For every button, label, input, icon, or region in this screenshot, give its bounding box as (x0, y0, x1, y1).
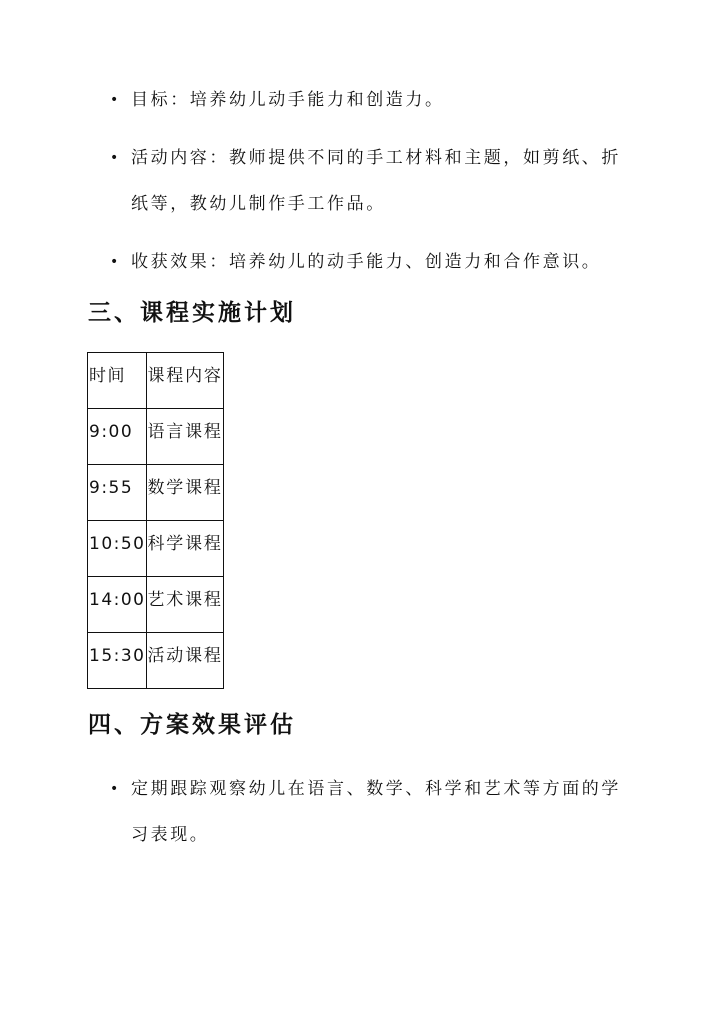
table-header-row (88, 353, 224, 409)
list-item-text: 目标：培养幼儿动手能力和创造力。 (131, 90, 445, 110)
table-header-content: 课程内容 (146, 353, 223, 409)
table-cell-time: 9:55 (88, 465, 147, 521)
bullet-icon: • (110, 150, 121, 166)
section-heading-evaluation: 四、方案效果评估 (88, 711, 296, 738)
table-row (88, 409, 224, 465)
list-item-text: 定期跟踪观察幼儿在语言、数学、科学和艺术等方面的学习表现。 (131, 779, 621, 845)
bullet-icon: • (110, 254, 121, 270)
evaluation-bullet-list (0, 766, 720, 858)
table-cell-time: 9:00 (88, 409, 147, 465)
table-cell-time: 15:30 (88, 633, 147, 689)
activity-bullet-list (0, 77, 720, 285)
table-cell-time: 10:50 (88, 521, 147, 577)
list-item (0, 135, 720, 227)
table-row (88, 521, 224, 577)
table-row (88, 633, 224, 689)
list-item-text: 收获效果：培养幼儿的动手能力、创造力和合作意识。 (131, 252, 602, 272)
section-heading-implementation-plan: 三、课程实施计划 (88, 299, 296, 326)
table-row (88, 577, 224, 633)
list-item (0, 239, 720, 285)
table-cell-content: 语言课程 (146, 409, 223, 465)
table-row (88, 465, 224, 521)
bullet-icon: • (110, 92, 121, 108)
table-header-time: 时间 (88, 353, 147, 409)
schedule-table (87, 352, 224, 689)
list-item (0, 766, 720, 858)
table-cell-content: 科学课程 (146, 521, 223, 577)
table-cell-time: 14:00 (88, 577, 147, 633)
list-item (0, 77, 720, 123)
list-item-text: 活动内容：教师提供不同的手工材料和主题，如剪纸、折纸等，教幼儿制作手工作品。 (131, 148, 621, 214)
table-cell-content: 活动课程 (146, 633, 223, 689)
bullet-icon: • (110, 781, 121, 797)
table-cell-content: 数学课程 (146, 465, 223, 521)
table-cell-content: 艺术课程 (146, 577, 223, 633)
